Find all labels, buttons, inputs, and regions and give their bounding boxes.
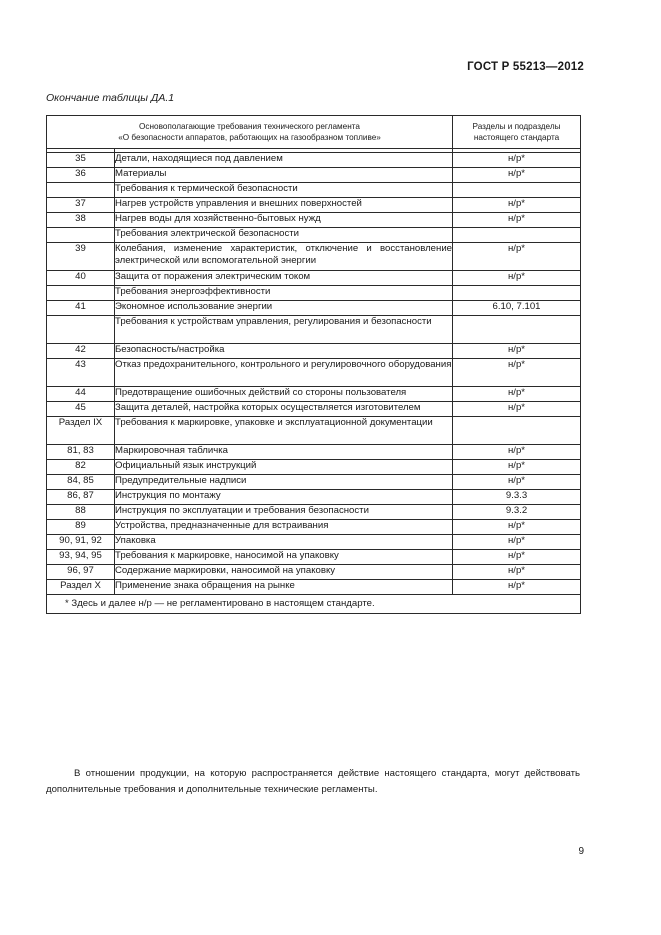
row-number: 84, 85 — [47, 475, 115, 490]
row-section — [453, 316, 581, 344]
row-section: н/р* — [453, 580, 581, 595]
row-requirement: Предупредительные надписи — [115, 475, 453, 490]
table-row — [47, 168, 581, 183]
row-requirement: Нагрев устройств управления и внешних поверхностей — [115, 198, 453, 213]
row-number — [47, 228, 115, 243]
header-sections-line2: настоящего стандарта — [473, 133, 560, 142]
table-row — [47, 490, 581, 505]
row-number: Раздел X — [47, 580, 115, 595]
row-section: н/р* — [453, 271, 581, 286]
document-code: ГОСТ Р 55213—2012 — [467, 61, 584, 73]
row-section — [453, 417, 581, 445]
row-number: 86, 87 — [47, 490, 115, 505]
table-row — [47, 402, 581, 417]
table-row — [47, 213, 581, 228]
row-number: 81, 83 — [47, 445, 115, 460]
row-section — [453, 183, 581, 198]
footnote-row — [47, 595, 581, 614]
row-number: 41 — [47, 301, 115, 316]
row-requirement: Нагрев воды для хозяйственно-бытовых нужд — [115, 213, 453, 228]
row-requirement: Требования к маркировке, упаковке и эксплуатационной документации — [115, 417, 453, 445]
row-requirement: Маркировочная табличка — [115, 445, 453, 460]
row-number: 89 — [47, 520, 115, 535]
row-section: н/р* — [453, 198, 581, 213]
row-section: н/р* — [453, 153, 581, 168]
row-section: н/р* — [453, 387, 581, 402]
row-requirement: Экономное использование энергии — [115, 301, 453, 316]
row-number: 42 — [47, 344, 115, 359]
header-requirements — [47, 116, 453, 149]
table-row — [47, 417, 581, 445]
row-requirement: Колебания, изменение характеристик, отключение и восстановление электрической или вспомогательной энергии — [115, 243, 453, 271]
row-number: 96, 97 — [47, 565, 115, 580]
row-number: 36 — [47, 168, 115, 183]
row-requirement: Безопасность/настройка — [115, 344, 453, 359]
table-row — [47, 301, 581, 316]
table-row — [47, 344, 581, 359]
row-requirement: Требования к термической безопасности — [115, 183, 453, 198]
row-requirement: Требования электрической безопасности — [115, 228, 453, 243]
row-requirement: Защита деталей, настройка которых осуществляется изготовителем — [115, 402, 453, 417]
row-requirement: Инструкция по эксплуатации и требования безопасности — [115, 505, 453, 520]
row-number: 35 — [47, 153, 115, 168]
table-caption: Окончание таблицы ДА.1 — [46, 92, 175, 104]
row-number: 45 — [47, 402, 115, 417]
row-requirement: Предотвращение ошибочных действий со стороны пользователя — [115, 387, 453, 402]
row-number: 38 — [47, 213, 115, 228]
table-row — [47, 565, 581, 580]
row-section: н/р* — [453, 460, 581, 475]
table-row — [47, 198, 581, 213]
row-requirement: Требования энергоэффективности — [115, 286, 453, 301]
row-requirement: Требования к маркировке, наносимой на упаковку — [115, 550, 453, 565]
table-row — [47, 445, 581, 460]
table-header-row — [47, 116, 581, 149]
row-requirement: Материалы — [115, 168, 453, 183]
table-row — [47, 505, 581, 520]
row-number — [47, 183, 115, 198]
table-row — [47, 475, 581, 490]
row-requirement: Отказ предохранительного, контрольного и регулировочного оборудования — [115, 359, 453, 387]
table-row — [47, 183, 581, 198]
row-requirement: Официальный язык инструкций — [115, 460, 453, 475]
row-section: н/р* — [453, 535, 581, 550]
row-section: н/р* — [453, 402, 581, 417]
footnote: * Здесь и далее н/р — не регламентировано в настоящем стандарте. — [47, 595, 581, 614]
row-section — [453, 286, 581, 301]
row-section: 9.3.2 — [453, 505, 581, 520]
table-row — [47, 387, 581, 402]
row-number: 40 — [47, 271, 115, 286]
row-section: н/р* — [453, 520, 581, 535]
row-requirement: Применение знака обращения на рынке — [115, 580, 453, 595]
row-number: 82 — [47, 460, 115, 475]
row-requirement: Инструкция по монтажу — [115, 490, 453, 505]
table-row — [47, 535, 581, 550]
row-section — [453, 228, 581, 243]
header-sections-line1: Разделы и подразделы — [472, 121, 561, 131]
table-row — [47, 243, 581, 271]
requirements-table — [46, 115, 581, 614]
row-number: Раздел IX — [47, 417, 115, 445]
table-row — [47, 286, 581, 301]
row-number: 43 — [47, 359, 115, 387]
page-number: 9 — [578, 846, 584, 857]
header-requirements-line2: «О безопасности аппаратов, работающих на газообразном топливе» — [118, 133, 381, 142]
table-row — [47, 153, 581, 168]
row-number: 37 — [47, 198, 115, 213]
row-section: 9.3.3 — [453, 490, 581, 505]
row-section: н/р* — [453, 445, 581, 460]
header-sections — [453, 116, 581, 149]
row-section: н/р* — [453, 565, 581, 580]
row-requirement: Упаковка — [115, 535, 453, 550]
table-row — [47, 228, 581, 243]
row-requirement: Требования к устройствам управления, регулирования и безопасности — [115, 316, 453, 344]
row-section: н/р* — [453, 475, 581, 490]
header-requirements-line1: Основополагающие требования технического регламента — [139, 121, 360, 131]
row-number — [47, 286, 115, 301]
row-number: 39 — [47, 243, 115, 271]
row-section: н/р* — [453, 168, 581, 183]
table-row — [47, 460, 581, 475]
row-section: н/р* — [453, 243, 581, 271]
row-number: 90, 91, 92 — [47, 535, 115, 550]
row-requirement: Детали, находящиеся под давлением — [115, 153, 453, 168]
table-row — [47, 580, 581, 595]
row-requirement: Устройства, предназначенные для встраивания — [115, 520, 453, 535]
row-requirement: Защита от поражения электрическим током — [115, 271, 453, 286]
table-row — [47, 316, 581, 344]
row-section: н/р* — [453, 550, 581, 565]
row-number: 44 — [47, 387, 115, 402]
table-row — [47, 271, 581, 286]
table-row — [47, 359, 581, 387]
row-section: н/р* — [453, 344, 581, 359]
row-number: 93, 94, 95 — [47, 550, 115, 565]
row-section: 6.10, 7.101 — [453, 301, 581, 316]
row-section: н/р* — [453, 359, 581, 387]
row-number — [47, 316, 115, 344]
row-requirement: Содержание маркировки, наносимой на упаковку — [115, 565, 453, 580]
row-number: 88 — [47, 505, 115, 520]
row-section: н/р* — [453, 213, 581, 228]
table-row — [47, 520, 581, 535]
closing-paragraph: В отношении продукции, на которую распространяется действие настоящего стандарта, могут действовать дополнительные требования и дополнительные технические регламенты. — [46, 768, 580, 795]
table-row — [47, 550, 581, 565]
